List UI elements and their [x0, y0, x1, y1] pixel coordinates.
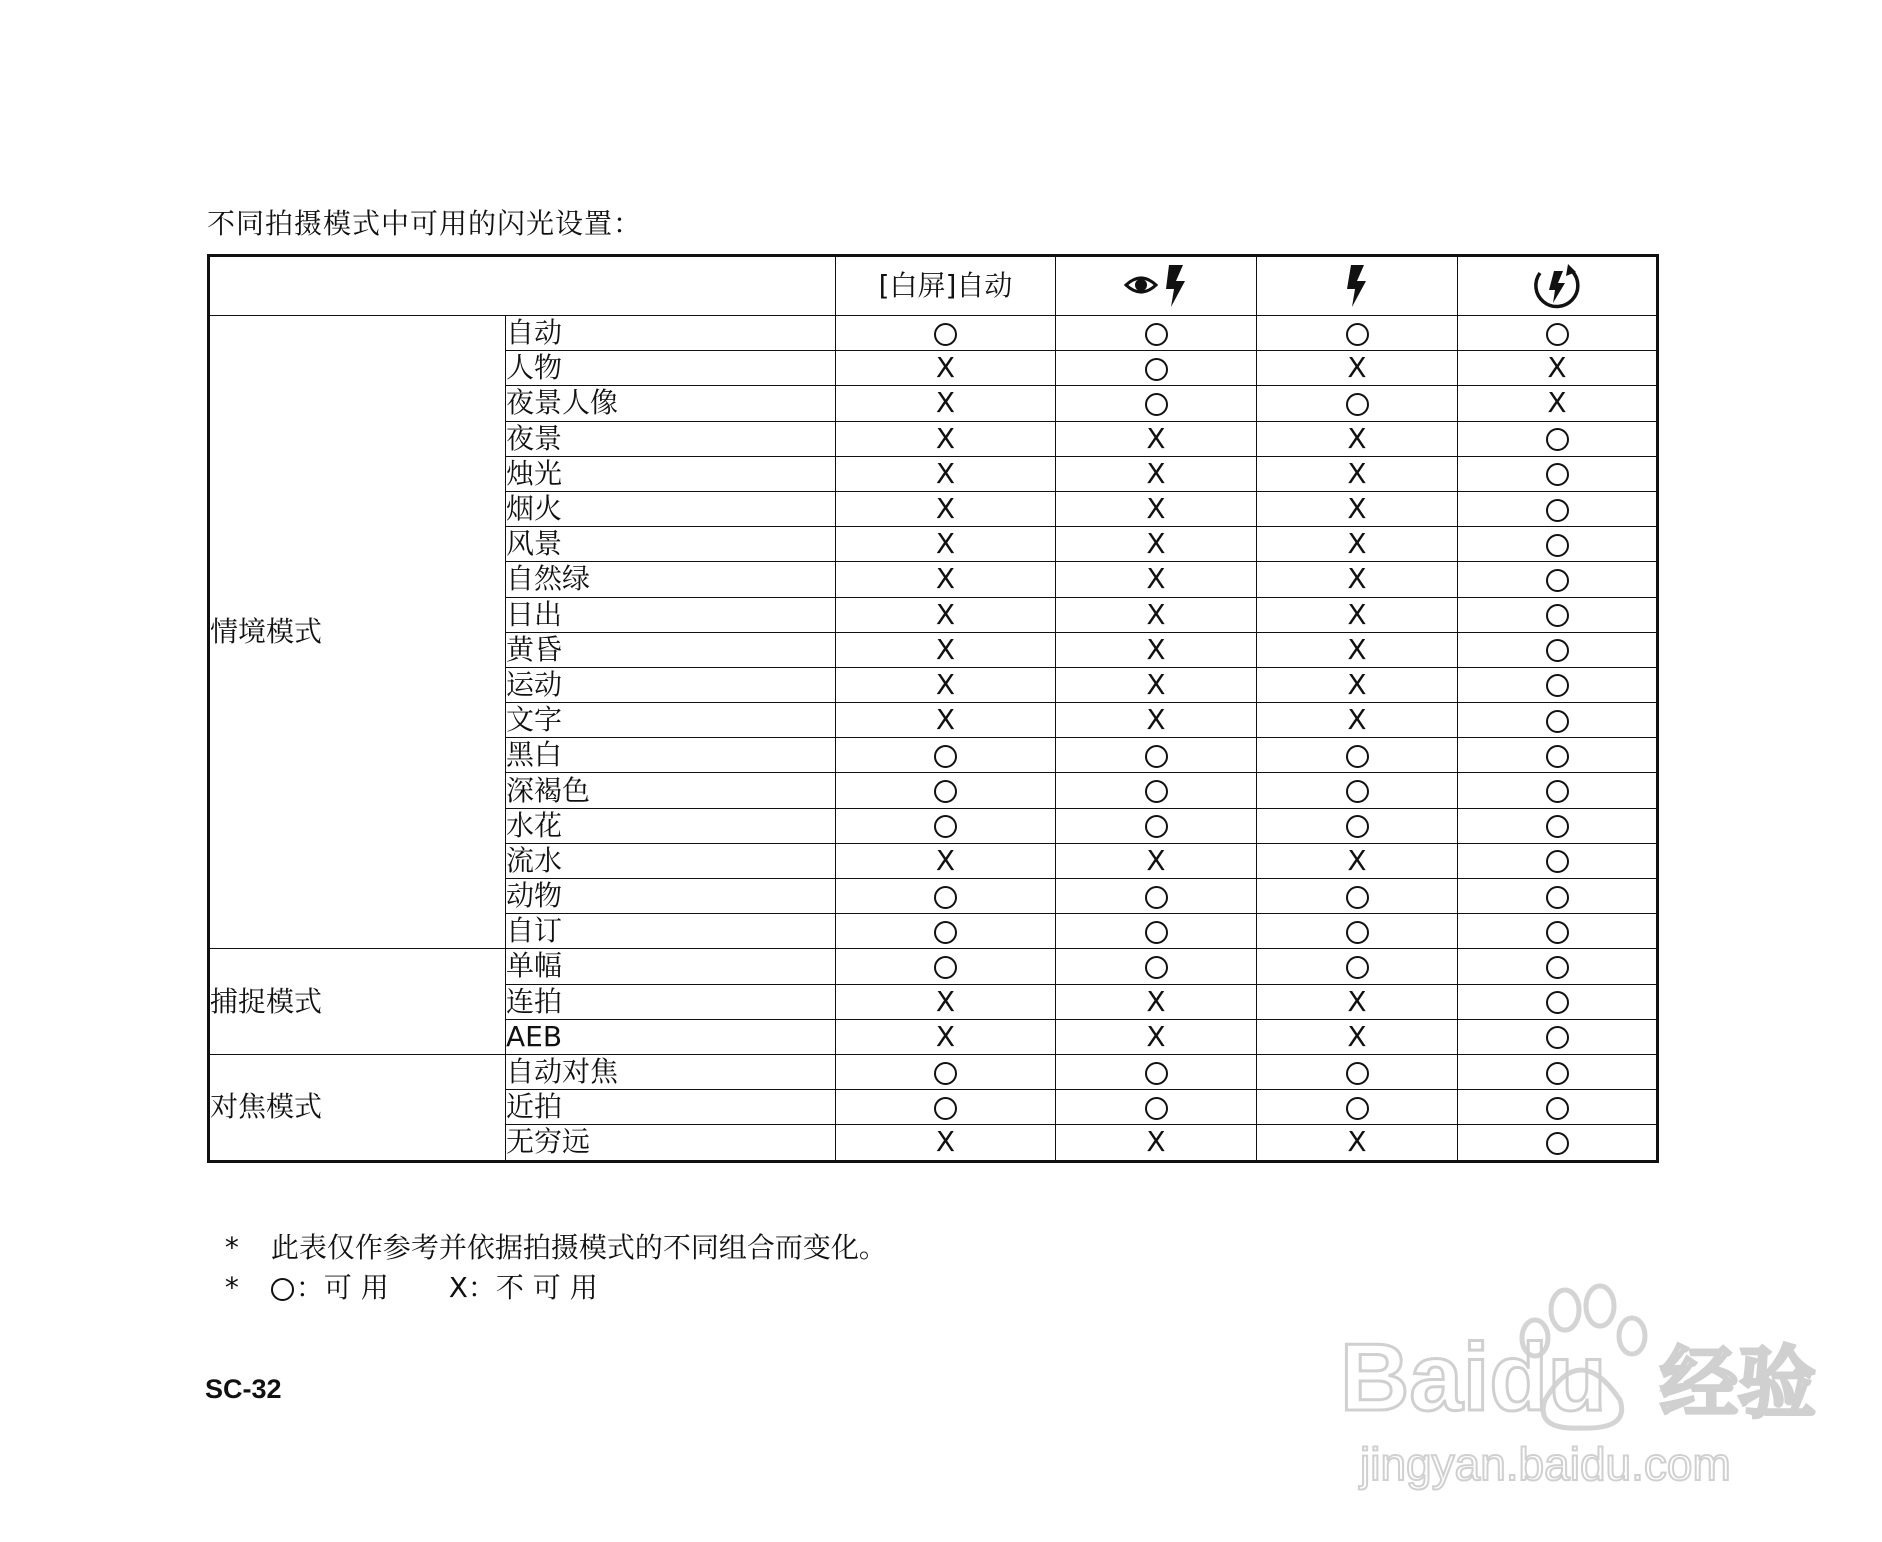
- availability-cell: [1458, 914, 1658, 949]
- unavailable-x-mark: X: [1146, 456, 1166, 490]
- header-blank-cell: [209, 256, 836, 316]
- page-number: SC-32: [205, 1374, 282, 1404]
- availability-cell: [836, 1090, 1056, 1125]
- availability-cell: [1056, 597, 1257, 632]
- available-circle-icon: [1346, 780, 1369, 803]
- availability-cell: [1458, 1054, 1658, 1089]
- available-circle-icon: [1546, 1026, 1569, 1049]
- unavailable-x-mark: X: [1146, 527, 1166, 561]
- unavailable-x-mark: X: [935, 703, 956, 737]
- availability-cell: [1056, 1019, 1257, 1054]
- footnote-1-text: 此表仅作参考并依据拍摄模式的不同组合而变化。: [270, 1231, 887, 1264]
- available-circle-icon: [934, 1097, 957, 1120]
- availability-cell: [1257, 808, 1458, 843]
- mode-name-cell: 无穷远: [506, 1125, 836, 1161]
- unavailable-x-mark: X: [1146, 421, 1166, 455]
- available-circle-icon: [1346, 1097, 1369, 1120]
- unavailable-x-mark: X: [1146, 843, 1166, 877]
- available-circle-icon: [1346, 393, 1369, 416]
- availability-cell: [836, 808, 1056, 843]
- available-circle-icon: [1145, 921, 1168, 944]
- availability-cell: [836, 421, 1056, 456]
- unavailable-x-mark: X: [1547, 351, 1567, 385]
- availability-cell: [1056, 1054, 1257, 1089]
- mode-name-cell: 水花: [506, 808, 836, 843]
- available-circle-icon: [1346, 745, 1369, 768]
- available-circle-icon: [1145, 745, 1168, 768]
- availability-cell: [1257, 984, 1458, 1019]
- availability-cell: [1056, 562, 1257, 597]
- mode-name-cell: 自然绿: [506, 562, 836, 597]
- availability-cell: [1458, 386, 1658, 421]
- baidu-paw-logo: [1330, 1270, 1817, 1500]
- mode-name-cell: 单幅: [506, 949, 836, 984]
- availability-cell: [836, 386, 1056, 421]
- available-circle-icon: [1346, 323, 1369, 346]
- legend-x-symbol: X: [448, 1271, 468, 1304]
- available-circle-icon: [1546, 428, 1569, 451]
- available-circle-icon: [1546, 710, 1569, 733]
- availability-cell: [1257, 738, 1458, 773]
- unavailable-x-mark: X: [1146, 562, 1166, 596]
- availability-cell: [1257, 1090, 1458, 1125]
- available-circle-icon: [1546, 921, 1569, 944]
- mode-name-cell: 风景: [506, 527, 836, 562]
- mode-group-label: 对焦模式: [209, 1054, 506, 1161]
- mode-name-cell: 自订: [506, 914, 836, 949]
- page-title: 不同拍摄模式中可用的闪光设置：: [207, 207, 643, 240]
- footnote-2: [207, 1234, 598, 1306]
- unavailable-x-mark: X: [1146, 492, 1166, 526]
- unavailable-x-mark: X: [1146, 1125, 1166, 1159]
- unavailable-x-mark: X: [935, 984, 956, 1018]
- circle-symbol-icon: [271, 1278, 294, 1301]
- flash-settings-table: [207, 254, 1659, 1163]
- mode-name-cell: 日出: [506, 597, 836, 632]
- availability-cell: [1056, 421, 1257, 456]
- header-auto-whitescreen: [白屏]自动: [836, 256, 1056, 316]
- availability-cell: [1458, 491, 1658, 526]
- availability-cell: [1056, 1090, 1257, 1125]
- unavailable-x-mark: X: [1146, 984, 1166, 1018]
- unavailable-x-mark: X: [935, 1125, 956, 1159]
- unavailable-x-mark: X: [935, 562, 956, 596]
- unavailable-x-mark: X: [1347, 1019, 1367, 1053]
- unavailable-x-mark: X: [1146, 667, 1166, 701]
- baidu-watermark: [1330, 1270, 1817, 1504]
- availability-cell: [836, 597, 1056, 632]
- availability-cell: [1056, 879, 1257, 914]
- available-circle-icon: [934, 780, 957, 803]
- availability-cell: [1458, 421, 1658, 456]
- available-circle-icon: [934, 921, 957, 944]
- unavailable-x-mark: X: [1347, 527, 1367, 561]
- availability-cell: [1257, 597, 1458, 632]
- available-circle-icon: [1145, 1097, 1168, 1120]
- table-row: [209, 316, 1658, 351]
- unavailable-x-mark: X: [1347, 632, 1367, 666]
- availability-cell: [1257, 667, 1458, 702]
- unavailable-x-mark: X: [1347, 667, 1367, 701]
- unavailable-x-mark: X: [935, 421, 956, 455]
- mode-name-cell: 烟火: [506, 491, 836, 526]
- availability-cell: [1257, 1054, 1458, 1089]
- available-circle-icon: [1546, 745, 1569, 768]
- availability-cell: [1458, 879, 1658, 914]
- availability-cell: [836, 562, 1056, 597]
- available-circle-icon: [1346, 921, 1369, 944]
- availability-cell: [836, 527, 1056, 562]
- mode-name-cell: 近拍: [506, 1090, 836, 1125]
- availability-cell: [1257, 1019, 1458, 1054]
- availability-cell: [1458, 773, 1658, 808]
- table-row: [209, 949, 1658, 984]
- table-row: [209, 1054, 1658, 1089]
- unavailable-x-mark: X: [935, 386, 956, 420]
- unavailable-x-mark: X: [935, 667, 956, 701]
- availability-cell: [1458, 597, 1658, 632]
- available-circle-icon: [1346, 815, 1369, 838]
- availability-cell: [836, 984, 1056, 1019]
- unavailable-x-mark: X: [1146, 597, 1166, 631]
- availability-cell: [836, 843, 1056, 878]
- availability-cell: [836, 949, 1056, 984]
- available-circle-icon: [1546, 1097, 1569, 1120]
- unavailable-x-mark: X: [1146, 703, 1166, 737]
- available-circle-icon: [1546, 815, 1569, 838]
- unavailable-x-mark: X: [1347, 1125, 1367, 1159]
- mode-name-cell: 连拍: [506, 984, 836, 1019]
- unavailable-x-mark: X: [935, 527, 956, 561]
- unavailable-x-mark: X: [935, 843, 956, 877]
- mode-name-cell: 自动: [506, 316, 836, 351]
- available-circle-icon: [1145, 358, 1168, 381]
- footnote-star: *: [224, 1271, 239, 1304]
- unavailable-x-mark: X: [935, 632, 956, 666]
- available-circle-icon: [1346, 886, 1369, 909]
- availability-cell: [1458, 808, 1658, 843]
- availability-cell: [836, 738, 1056, 773]
- mode-name-cell: 夜景人像: [506, 386, 836, 421]
- unavailable-x-mark: X: [935, 351, 956, 385]
- svg-text:jingyan.baidu.com: jingyan.baidu.com: [1360, 1438, 1731, 1490]
- available-circle-icon: [1346, 956, 1369, 979]
- available-circle-icon: [1546, 991, 1569, 1014]
- availability-cell: [1257, 421, 1458, 456]
- unavailable-x-mark: X: [1347, 597, 1367, 631]
- availability-cell: [836, 1054, 1056, 1089]
- availability-cell: [1056, 808, 1257, 843]
- availability-cell: [1056, 667, 1257, 702]
- unavailable-x-mark: X: [935, 456, 956, 490]
- availability-cell: [1458, 316, 1658, 351]
- available-circle-icon: [1145, 886, 1168, 909]
- header-red-eye: [1056, 256, 1257, 316]
- available-circle-icon: [1546, 956, 1569, 979]
- availability-cell: [1257, 914, 1458, 949]
- availability-cell: [1257, 316, 1458, 351]
- unavailable-x-mark: X: [1347, 421, 1367, 455]
- mode-name-cell: 黑白: [506, 738, 836, 773]
- availability-cell: [1458, 562, 1658, 597]
- availability-cell: [1257, 351, 1458, 386]
- mode-name-cell: 深褐色: [506, 773, 836, 808]
- availability-cell: [1056, 984, 1257, 1019]
- available-circle-icon: [1546, 850, 1569, 873]
- available-circle-icon: [1145, 815, 1168, 838]
- availability-cell: [1257, 773, 1458, 808]
- availability-cell: [1458, 632, 1658, 667]
- availability-cell: [836, 456, 1056, 491]
- availability-cell: [1056, 703, 1257, 738]
- forced-flash-icon: [1342, 263, 1372, 309]
- legend-available-text: ：可 用: [295, 1271, 389, 1304]
- unavailable-x-mark: X: [1347, 351, 1367, 385]
- availability-cell: [1458, 984, 1658, 1019]
- availability-cell: [1458, 1090, 1658, 1125]
- mode-name-cell: 烛光: [506, 456, 836, 491]
- mode-name-cell: 夜景: [506, 421, 836, 456]
- mode-name-cell: 动物: [506, 879, 836, 914]
- unavailable-x-mark: X: [1146, 632, 1166, 666]
- mode-name-cell: 自动对焦: [506, 1054, 836, 1089]
- availability-cell: [1056, 351, 1257, 386]
- available-circle-icon: [1546, 323, 1569, 346]
- available-circle-icon: [1546, 780, 1569, 803]
- availability-cell: [836, 632, 1056, 667]
- mode-name-cell: 黄昏: [506, 632, 836, 667]
- table-header-row: [209, 256, 1658, 316]
- availability-cell: [836, 914, 1056, 949]
- mode-name-cell: 运动: [506, 667, 836, 702]
- available-circle-icon: [1145, 323, 1168, 346]
- availability-cell: [1056, 632, 1257, 667]
- availability-cell: [1458, 1125, 1658, 1161]
- availability-cell: [1056, 1125, 1257, 1161]
- mode-name-cell: 人物: [506, 351, 836, 386]
- availability-cell: [836, 1019, 1056, 1054]
- available-circle-icon: [934, 323, 957, 346]
- unavailable-x-mark: X: [1347, 456, 1367, 490]
- available-circle-icon: [1145, 956, 1168, 979]
- header-forced-flash: [1257, 256, 1458, 316]
- availability-cell: [1056, 456, 1257, 491]
- availability-cell: [1056, 773, 1257, 808]
- availability-cell: [1458, 1019, 1658, 1054]
- availability-cell: [836, 703, 1056, 738]
- available-circle-icon: [1546, 534, 1569, 557]
- available-circle-icon: [1546, 1132, 1569, 1155]
- mode-name-cell: AEB: [506, 1019, 836, 1054]
- availability-cell: [1056, 843, 1257, 878]
- available-circle-icon: [1546, 674, 1569, 697]
- available-circle-icon: [1145, 1062, 1168, 1085]
- unavailable-x-mark: X: [935, 1019, 956, 1053]
- availability-cell: [1056, 386, 1257, 421]
- availability-cell: [1056, 527, 1257, 562]
- availability-cell: [1458, 351, 1658, 386]
- svg-text:Baidu: Baidu: [1340, 1324, 1607, 1431]
- availability-cell: [1458, 456, 1658, 491]
- unavailable-x-mark: X: [935, 597, 956, 631]
- availability-cell: [1458, 843, 1658, 878]
- available-circle-icon: [934, 815, 957, 838]
- mode-name-cell: 流水: [506, 843, 836, 878]
- availability-cell: [1257, 491, 1458, 526]
- availability-cell: [1257, 949, 1458, 984]
- availability-cell: [1257, 456, 1458, 491]
- available-circle-icon: [1346, 1062, 1369, 1085]
- unavailable-x-mark: X: [1347, 562, 1367, 596]
- unavailable-x-mark: X: [1547, 386, 1567, 420]
- unavailable-x-mark: X: [1347, 843, 1367, 877]
- availability-cell: [1056, 491, 1257, 526]
- unavailable-x-mark: X: [1347, 984, 1367, 1018]
- availability-cell: [1458, 667, 1658, 702]
- availability-cell: [1056, 949, 1257, 984]
- availability-cell: [1257, 879, 1458, 914]
- legend-unavailable-text: ：不 可 用: [467, 1271, 598, 1304]
- availability-cell: [1458, 703, 1658, 738]
- available-circle-icon: [1546, 604, 1569, 627]
- availability-cell: [836, 351, 1056, 386]
- unavailable-x-mark: X: [1347, 703, 1367, 737]
- available-circle-icon: [934, 956, 957, 979]
- available-circle-icon: [1546, 886, 1569, 909]
- availability-cell: [1257, 562, 1458, 597]
- svg-text:经验: 经验: [1660, 1339, 1817, 1429]
- availability-cell: [1056, 738, 1257, 773]
- availability-cell: [1257, 1125, 1458, 1161]
- unavailable-x-mark: X: [1347, 492, 1367, 526]
- availability-cell: [1056, 914, 1257, 949]
- available-circle-icon: [1145, 393, 1168, 416]
- availability-cell: [1458, 527, 1658, 562]
- header-flash-off: [1458, 256, 1658, 316]
- availability-cell: [1458, 949, 1658, 984]
- available-circle-icon: [934, 886, 957, 909]
- mode-group-label: 情境模式: [209, 316, 506, 949]
- unavailable-x-mark: X: [1146, 1019, 1166, 1053]
- availability-cell: [836, 667, 1056, 702]
- available-circle-icon: [934, 745, 957, 768]
- availability-cell: [1257, 703, 1458, 738]
- availability-cell: [1257, 843, 1458, 878]
- red-eye-flash-icon: [1123, 263, 1189, 309]
- mode-name-cell: 文字: [506, 703, 836, 738]
- availability-cell: [1458, 738, 1658, 773]
- availability-cell: [836, 879, 1056, 914]
- available-circle-icon: [1145, 780, 1168, 803]
- available-circle-icon: [1546, 463, 1569, 486]
- flash-off-icon: [1530, 261, 1584, 311]
- availability-cell: [1257, 386, 1458, 421]
- availability-cell: [836, 316, 1056, 351]
- availability-cell: [1257, 632, 1458, 667]
- availability-cell: [1056, 316, 1257, 351]
- available-circle-icon: [1546, 1062, 1569, 1085]
- footnote-star: *: [224, 1231, 239, 1264]
- availability-cell: [836, 1125, 1056, 1161]
- available-circle-icon: [1546, 639, 1569, 662]
- available-circle-icon: [934, 1062, 957, 1085]
- unavailable-x-mark: X: [935, 492, 956, 526]
- availability-cell: [836, 491, 1056, 526]
- availability-cell: [1257, 527, 1458, 562]
- mode-group-label: 捕捉模式: [209, 949, 506, 1055]
- available-circle-icon: [1546, 569, 1569, 592]
- available-circle-icon: [1546, 499, 1569, 522]
- availability-cell: [836, 773, 1056, 808]
